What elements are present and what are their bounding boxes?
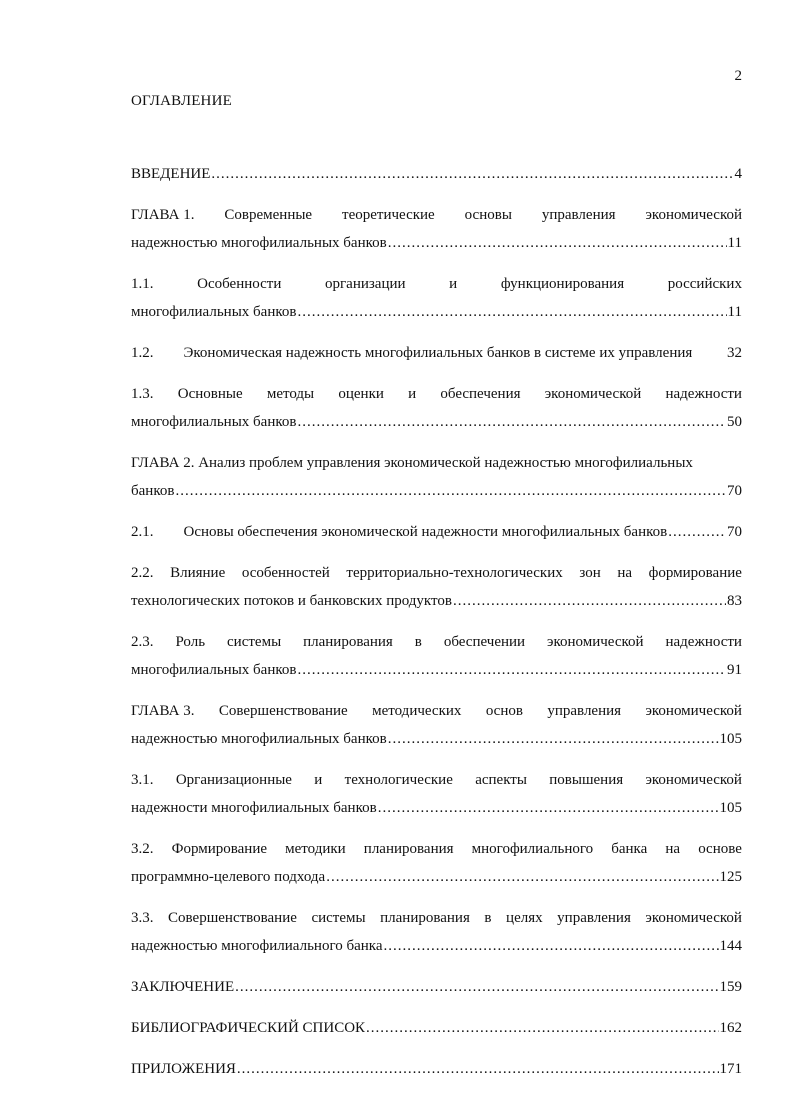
toc-entry-text: технологических потоков и банковских продуктов: [131, 593, 452, 609]
toc-word: зон: [579, 565, 601, 581]
toc-entry-text: 1.2. Экономическая надежность многофилиальных банков в системе их управления: [131, 345, 693, 361]
toc-entry[interactable]: [131, 339, 742, 367]
toc-page-number: 11: [727, 235, 742, 251]
toc-word: надежности: [665, 634, 742, 650]
toc-word: экономической: [547, 634, 644, 650]
dot-leader: [366, 1014, 718, 1042]
toc-entry-first-line: [131, 628, 742, 656]
toc-word: Совершенствование: [218, 703, 348, 719]
toc-word: особенностей: [241, 565, 330, 581]
toc-page-number: 159: [719, 979, 742, 995]
toc-word: 3.3.: [131, 910, 154, 926]
toc-entry[interactable]: [131, 697, 742, 753]
toc-word: методики: [285, 841, 346, 857]
toc-word: аспекты: [475, 772, 527, 788]
toc-entry-last-line: [131, 339, 742, 367]
toc-entry-text: надежностью многофилиальных банков: [131, 235, 387, 251]
toc-word: в: [414, 634, 422, 650]
toc-entry-first-line: [131, 904, 742, 932]
toc-entry-first-line: [131, 835, 742, 863]
toc-word: экономической: [645, 910, 742, 926]
dot-leader: [384, 932, 719, 960]
toc-word: 3.2.: [131, 841, 154, 857]
toc-entry-last-line: [131, 298, 742, 326]
toc-word: Совершенствование: [168, 910, 297, 926]
dot-leader: [453, 587, 726, 615]
toc-word: территориально-технологических: [346, 565, 563, 581]
toc-page-number: 70: [727, 483, 742, 499]
toc-word: Влияние: [170, 565, 226, 581]
toc-entry-text: надежностью многофилиальных банков: [131, 731, 387, 747]
toc-page-number: 83: [727, 593, 742, 609]
toc-word: функционирования: [500, 276, 625, 292]
dot-leader: [235, 973, 718, 1001]
toc-word: на: [617, 565, 633, 581]
toc-entry[interactable]: [131, 1055, 742, 1083]
toc-entry-last-line: [131, 1055, 742, 1083]
toc-word: системы: [227, 634, 282, 650]
toc-word: и: [449, 276, 458, 292]
toc-page-number: 4: [734, 166, 742, 182]
dot-leader: [388, 229, 727, 257]
page-title: ОГЛАВЛЕНИЕ: [131, 93, 232, 109]
toc-word: методических: [372, 703, 462, 719]
toc-entry-first-line: [131, 559, 742, 587]
toc-word: 3.1.: [131, 772, 154, 788]
toc-word: экономической: [645, 772, 742, 788]
toc-page-number: 162: [719, 1020, 742, 1036]
toc-word: основ: [485, 703, 523, 719]
toc-entry-text: программно-целевого подхода: [131, 869, 326, 885]
toc-entry-last-line: [131, 518, 742, 546]
toc-page-number: 32: [727, 345, 742, 361]
toc-entry-first-line: [131, 697, 742, 725]
toc-entry[interactable]: [131, 973, 742, 1001]
toc-entry-text: ЗАКЛЮЧЕНИЕ: [131, 979, 235, 995]
toc-word: 2.2.: [131, 565, 154, 581]
toc-entry-last-line: [131, 408, 742, 436]
toc-word: обеспечения: [440, 386, 521, 402]
toc-word: экономической: [544, 386, 642, 402]
toc-entry-text: многофилиальных банков: [131, 662, 297, 678]
toc-entry-text: многофилиальных банков: [131, 414, 297, 430]
toc-entry-last-line: [131, 587, 742, 615]
toc-word: организации: [325, 276, 406, 292]
toc-word: в: [484, 910, 492, 926]
toc-page-number: 70: [727, 524, 742, 540]
toc-entry-text: банков: [131, 483, 175, 499]
toc-word: многофилиального: [471, 841, 594, 857]
toc-word: повышения: [549, 772, 624, 788]
toc-entry[interactable]: [131, 559, 742, 615]
dot-leader: [388, 725, 719, 753]
toc-word: и: [408, 386, 417, 402]
toc-entry[interactable]: [131, 201, 742, 257]
toc-word: 2.3.: [131, 634, 154, 650]
toc-word: ГЛАВА 2. Анализ проблем управления экономической надежностью многофилиальных: [131, 455, 693, 471]
toc-page-number: 105: [719, 800, 742, 816]
toc-word: управления: [557, 910, 631, 926]
dot-leader: [297, 656, 726, 684]
toc-entry-last-line: [131, 973, 742, 1001]
toc-word: Основные: [177, 386, 243, 402]
toc-entry-last-line: [131, 725, 742, 753]
toc-word: планирования: [303, 634, 393, 650]
toc-entry-last-line: [131, 863, 742, 891]
toc-word: ГЛАВА 1.: [131, 207, 195, 223]
toc-word: ГЛАВА 3.: [131, 703, 195, 719]
toc-entry[interactable]: [131, 766, 742, 822]
toc-word: Организационные: [175, 772, 292, 788]
toc-page-number: 144: [719, 938, 742, 954]
dot-leader: [297, 408, 726, 436]
toc-entry-last-line: [131, 656, 742, 684]
toc-page-number: 91: [727, 662, 742, 678]
toc-entry-last-line: [131, 477, 742, 505]
toc-entry[interactable]: [131, 904, 742, 960]
dot-leader: [297, 298, 726, 326]
toc-word: 1.3.: [131, 386, 154, 402]
toc-entry-text: ВВЕДЕНИЕ: [131, 166, 211, 182]
toc-entry-last-line: [131, 794, 742, 822]
toc-entry-first-line: [131, 201, 742, 229]
toc-entry[interactable]: [131, 449, 742, 505]
page-number: 2: [734, 68, 742, 84]
table-of-contents: [131, 160, 742, 1096]
toc-entry-last-line: [131, 1014, 742, 1042]
toc-entry-last-line: [131, 229, 742, 257]
toc-entry-text: надежности многофилиальных банков: [131, 800, 377, 816]
toc-page-number: 105: [719, 731, 742, 747]
toc-word: Современные: [224, 207, 313, 223]
toc-page-number: 11: [727, 304, 742, 320]
toc-page-number: 50: [727, 414, 742, 430]
toc-entry[interactable]: [131, 160, 742, 188]
toc-word: планирования: [363, 841, 454, 857]
dot-leader: [211, 160, 733, 188]
toc-word: российских: [667, 276, 742, 292]
toc-entry[interactable]: [131, 1014, 742, 1042]
toc-word: системы: [311, 910, 366, 926]
toc-entry[interactable]: [131, 518, 742, 546]
toc-word: технологические: [344, 772, 453, 788]
dot-leader: [326, 863, 718, 891]
toc-word: Особенности: [197, 276, 282, 292]
toc-word: формирование: [648, 565, 742, 581]
toc-word: управления: [541, 207, 616, 223]
toc-word: экономической: [645, 207, 742, 223]
toc-entry-first-line: [131, 766, 742, 794]
toc-word: и: [314, 772, 323, 788]
toc-page-number: 125: [719, 869, 742, 885]
toc-word: теоретические: [342, 207, 435, 223]
toc-word: Роль: [175, 634, 206, 650]
toc-page-number: 171: [719, 1061, 742, 1077]
toc-entry-text: надежностью многофилиального банка: [131, 938, 383, 954]
toc-word: экономической: [645, 703, 742, 719]
toc-entry-text: многофилиальных банков: [131, 304, 297, 320]
dot-leader: [668, 518, 726, 546]
toc-word: основы: [464, 207, 512, 223]
dot-leader: [237, 1055, 719, 1083]
toc-word: Формирование: [171, 841, 268, 857]
toc-word: надежности: [665, 386, 742, 402]
toc-word: банка: [611, 841, 648, 857]
toc-entry[interactable]: [131, 835, 742, 891]
dot-leader: [378, 794, 719, 822]
toc-entry-last-line: [131, 932, 742, 960]
toc-entry[interactable]: [131, 270, 742, 326]
toc-word: целях: [506, 910, 543, 926]
toc-entry-first-line: [131, 380, 742, 408]
toc-word: основе: [698, 841, 742, 857]
toc-word: оценки: [338, 386, 384, 402]
toc-word: обеспечении: [443, 634, 526, 650]
toc-entry-first-line: [131, 449, 742, 477]
toc-entry-text: БИБЛИОГРАФИЧЕСКИЙ СПИСОК: [131, 1020, 366, 1036]
toc-entry[interactable]: [131, 628, 742, 684]
toc-entry-text: ПРИЛОЖЕНИЯ: [131, 1061, 236, 1077]
dot-leader: [175, 477, 726, 505]
toc-word: на: [665, 841, 681, 857]
toc-word: управления: [547, 703, 622, 719]
toc-entry-first-line: [131, 270, 742, 298]
toc-word: планирования: [380, 910, 470, 926]
toc-word: 1.1.: [131, 276, 154, 292]
toc-entry-text: 2.1. Основы обеспечения экономической надежности многофилиальных банков: [131, 524, 668, 540]
toc-word: методы: [266, 386, 315, 402]
toc-entry-last-line: [131, 160, 742, 188]
toc-entry[interactable]: [131, 380, 742, 436]
